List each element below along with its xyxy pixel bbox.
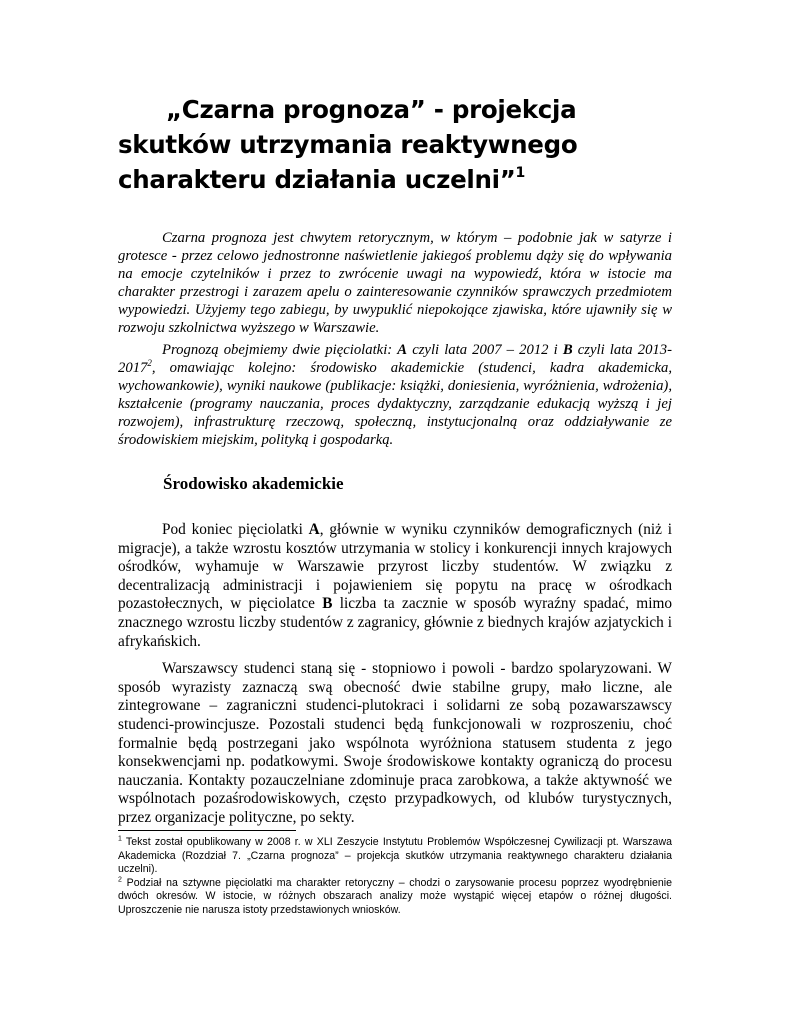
footnote-text: Tekst został opublikowany w 2008 r. w XLI Zeszycie Instytutu Problemów Współczesnej Cywilizacji pt. Warszawa Akademicka (Rozdział 7. „Czarna prognoza” – projekcja skutków utrzymania reaktywnego charakteru działania uczelni).	[118, 836, 672, 875]
period-b-label: B	[562, 342, 573, 358]
abstract-paragraph-1: Czarna prognoza jest chwytem retorycznym, w którym – podobnie jak w satyrze i grotesce - przez celowo jednostronne naświetlenie jakiegoś problemu dąży się do wpływania na emocje czytelników i przez to zwrócenie uwagi na wypowiedź, która w istocie ma charakter przestrogi i zarazem apelu o zainteresowanie czynników sprawczych przedmiotem wypowiedzi. Użyjemy tego zabiegu, by uwypuklić niepokojące zjawiska, które ujawniły się w rozwoju szkolnictwa wyższego w Warszawie.	[118, 230, 672, 336]
abstract-paragraph-2	[118, 341, 672, 449]
footnote-separator	[118, 830, 296, 831]
period-a-label: A	[308, 521, 320, 538]
section-heading: Środowisko akademickie	[163, 474, 344, 493]
abstract-p2-text: Prognozą obejmiemy dwie pięciolatki:	[162, 342, 398, 358]
section-body	[118, 521, 672, 828]
document-title	[118, 92, 678, 197]
body-p1-text: liczba ta zacznie w sposób wyraźny spadać, mimo znacznego wzrostu liczby studentów z zagranicy, głównie z biednych krajów azjatyckich i afrykańskich.	[118, 595, 672, 650]
period-a-label: A	[397, 342, 408, 358]
abstract	[118, 229, 672, 449]
body-p1-text: Pod koniec pięciolatki	[162, 521, 309, 538]
body-paragraph-2: Warszawscy studenci staną się - stopniowo i powoli - bardzo spolaryzowani. W sposób wyrazisty zaznaczą swą obecność dwie stabilne grupy, mało liczne, ale zintegrowane – zagraniczni studenci-plutokraci i solidarni ze sobą pozawarszawscy studenci-prowincjusze. Pozostali studenci będą funkcjonowali w rozproszeniu, choć formalnie będą postrzegani jako wspólnota wyróżniona statusem studenta z jego konsekwencjami np. podatkowymi. Swoje środowiskowe kontakty ograniczą do procesu nauczania. Kontakty pozauczelniane zdominuje praca zarobkowa, a także aktywność we wspólnotach pozaśrodowiskowych, często przypadkowych, od klubów turystycznych, przez organizacje polityczne, po sekty.	[118, 660, 672, 826]
period-b-label: B	[322, 595, 333, 613]
abstract-p2-text: czyli lata 2007 – 2012 i	[407, 342, 563, 358]
abstract-p2-text: czyli lata 2013-2017	[118, 342, 672, 376]
footnote-number: 2	[118, 875, 122, 883]
abstract-p2-text: , omawiając kolejno: środowisko akademickie (studenci, kadra akademicka, wychowankowie), wyniki naukowe (publikacje: książki, doniesienia, wyróżnienia, wdrożenia), kształcenie (programy nauczania, proces dydaktyczny, zarządzanie edukacją wyższą i jej rozwojem), infrastrukturę rzeczową, społeczną, instytucjonalną oraz oddziaływanie ze środowiskiem miejskim, polityką i gospodarką.	[118, 360, 672, 448]
footnote-2	[118, 877, 672, 918]
footnote-number: 1	[118, 835, 122, 843]
body-paragraph-1	[118, 521, 672, 651]
footnote-1	[118, 836, 672, 877]
body-p1-text: , głównie w wyniku czynników demograficznych (niż i migracje), a także wzrostu kosztów utrzymania w stolicy i konkurencji innych krajowych ośrodków, wyhamuje w Warszawie przyrost liczby studentów. W związku z decentralizacją administracji i pojawieniem się popytu na pracę w ośrodkach pozastołecznych, w pięciolatce	[118, 521, 672, 613]
title-footnote-ref: 1	[515, 164, 525, 181]
footnote-ref-2: 2	[147, 358, 152, 369]
footnotes	[118, 836, 672, 917]
footnote-text: Podział na sztywne pięciolatki ma charakter retoryczny – chodzi o zarysowanie procesu poprzez wyodrębnienie dwóch okresów. W istocie, w różnych obszarach analizy może wystąpić więcej etapów o różnej długości. Uproszczenie nie narusza istoty przedstawionych wniosków.	[118, 876, 672, 916]
title-text: „Czarna prognoza” - projekcja skutków utrzymania reaktywnego charakteru działania uczelni”	[118, 95, 578, 194]
